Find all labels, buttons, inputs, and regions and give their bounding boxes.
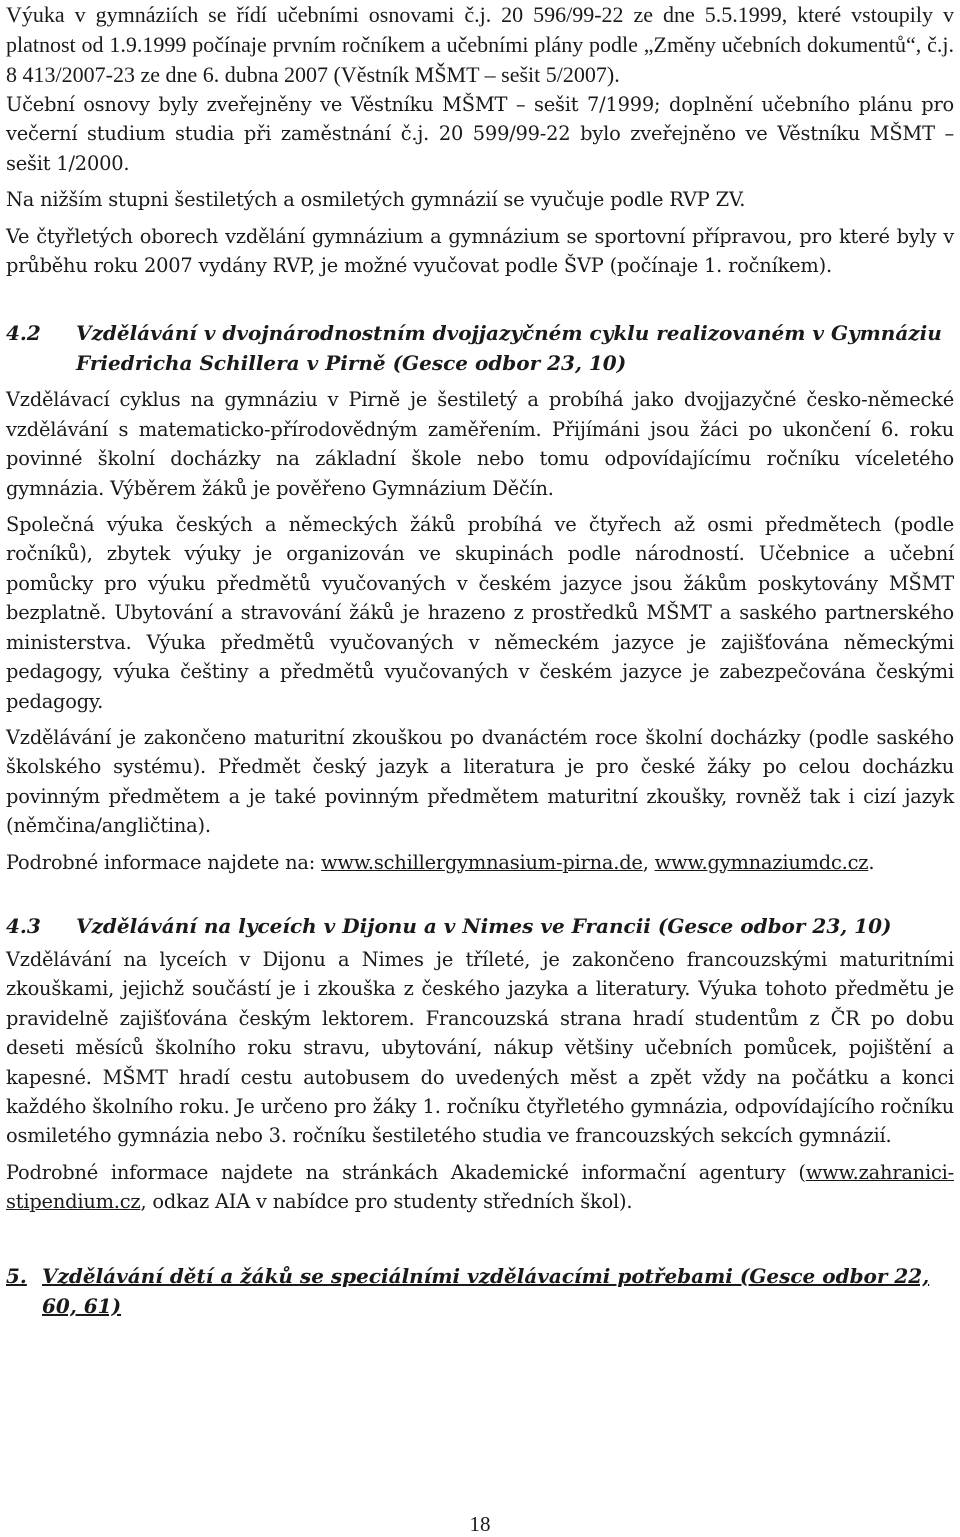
section-number: 4.2 <box>6 321 41 346</box>
paragraph-pirna-cycle: Vzdělávací cyklus na gymnáziu v Pirně je šestiletý a probíhá jako dvojjazyčné česko-německé vzdělávání s matematicko-přírodovědným zaměřením. Přijímáni jsou žáci po ukončení 6. roku povinné školní docházky na základní škole nebo tomu odpovídajícímu ročníku víceletého gymnázia. Výběrem žáků je pověřeno Gymnázium Děčín. <box>6 388 954 500</box>
info-prefix: Podrobné informace najdete na stránkách Akademické informační agentury ( <box>6 1160 806 1184</box>
link-zahranici-stipendium[interactable]: www.zahranici-stipendium.cz <box>6 1160 954 1214</box>
paragraph-curricula-published: Učební osnovy byly zveřejněny ve Věstníku MŠMT – sešit 7/1999; doplnění učebního plánu pro večerní studium studia při zaměstnání č.j. 20 599/99-22 bylo zveřejněno ve Věstníku MŠMT – sešit 1/2000. <box>6 93 954 175</box>
info-suffix: , odkaz AIA v nabídce pro studenty středních škol). <box>140 1190 633 1214</box>
paragraph-joint-teaching: Společná výuka českých a německých žáků probíhá ve čtyřech až osmi předmětech (podle ročníků), zbytek výuky je organizován ve skupinách podle národností. Učebnice a učební pomůcky pro výuku předmětů vyučovaných v českém jazyce jsou žákům poskytovány MŠMT bezplatně. Ubytování a stravování žáků je hrazeno z prostředků MŠMT a saského partnerského ministerstva. Výuka předmětů vyučovaných v německém jazyce je zajišťována německými pedagogy, výuka češtiny a předmětů vyučovaných v českém jazyce je zabezpečována českými pedagogy. <box>6 513 954 713</box>
paragraph-graduation: Vzdělávání je zakončeno maturitní zkouškou po dvanáctém roce školní docházky (podle saského školského systému). Předmět český jazyk a literatura je pro české žáky po celou docházku povinným předmětem a je také povinným předmětem maturitní zkoušky, rovněž tak i cizí jazyk (němčina/angličtina). <box>6 725 954 838</box>
page-number: 18 <box>469 1512 491 1536</box>
paragraph-four-year: Ve čtyřletých oborech vzdělání gymnázium a gymnázium se sportovní přípravou, pro které byly v průběhu roku 2007 vydány RVP, je možné vyučovat podle ŠVP (počínaje 1. ročníkem). <box>6 224 954 278</box>
paragraph-more-info-pirna <box>6 848 954 877</box>
section-number: 4.3 <box>6 913 41 938</box>
paragraph-lycee-dijon-nimes: Vzdělávání na lyceích v Dijonu a Nimes je tříleté, je zakončeno francouzskými maturitními zkouškami, jejichž součástí je i zkouška z českého jazyka a literatury. Výuka tohoto předmětu je pravidelně zajišťována českým lektorem. Francouzská strana hradí studentům z ČR po dobu deseti měsíců školního roku stravu, ubytování, nákup většiny učebních pomůcek, pojištění a kapesné. MŠMT hradí cestu autobusem do uvedených měst a zpět vždy na počátku a konci každého školního roku. Je určeno pro žáky 1. ročníku čtyřletého gymnázia, odpovídajícího ročníku osmiletého gymnázia nebo 3. ročníku šestiletého studia ve francouzských sekcích gymnázií. <box>6 947 954 1148</box>
link-end: . <box>868 850 875 874</box>
link-separator: , <box>642 850 649 874</box>
paragraph-curricula: Výuka v gymnáziích se řídí učebními osnovami č.j. 20 596/99-22 ze dne 5.5.1999, které vstoupily v platnost od 1.9.1999 počínaje prvním ročníkem a učebními plány podle „Změny učebních dokumentů“, č.j. 8 413/2007-23 ze dne 6. dubna 2007 (Věstník MŠMT – sešit 5/2007). <box>6 2 954 87</box>
section-title: Vzdělávání v dvojnárodnostním dvojjazyčném cyklu realizovaném v Gymnáziu Friedricha Schillera v Pirně (Gesce odbor 23, 10) <box>76 321 942 376</box>
link-gymnaziumdc[interactable]: www.gymnaziumdc.cz <box>654 850 869 874</box>
section-heading-5 <box>6 1261 954 1321</box>
section-heading-4-2 <box>6 318 954 378</box>
section-title: Vzdělávání na lyceích v Dijonu a v Nimes ve Francii (Gesce odbor 23, 10) <box>76 913 892 938</box>
section-title: Vzdělávání dětí a žáků se speciálními vzdělávacími potřebami (Gesce odbor 22, 60, 61) <box>42 1263 930 1318</box>
link-schillergymnasium[interactable]: www.schillergymnasium-pirna.de <box>321 850 643 874</box>
paragraph-more-info-aia <box>6 1158 954 1217</box>
section-heading-4-3 <box>6 911 954 941</box>
document-page <box>6 0 954 1321</box>
info-prefix: Podrobné informace najdete na: <box>6 850 316 874</box>
section-number: 5. <box>6 1263 27 1288</box>
paragraph-lower-stage: Na nižším stupni šestiletých a osmiletých gymnázií se vyučuje podle RVP ZV. <box>6 188 746 212</box>
